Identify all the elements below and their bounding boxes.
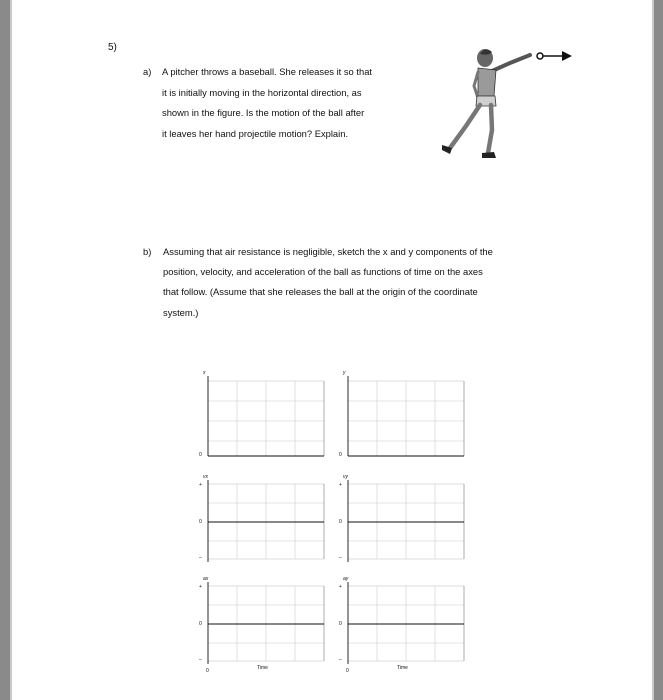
tick-zero: 0 — [339, 621, 342, 627]
axis-label-vx: vx — [203, 474, 208, 480]
tick-plus: + — [199, 482, 202, 488]
part-a-line: shown in the figure. Is the motion of the ball after — [162, 107, 365, 118]
graph-ax-acceleration — [206, 582, 326, 664]
axis-label-ay: ay — [343, 576, 349, 582]
grid — [348, 484, 464, 559]
axis-label-vy: vy — [343, 474, 348, 480]
pitcher-back-leg — [450, 105, 480, 148]
part-b-line: system.) — [163, 306, 199, 318]
graph-vy-velocity — [346, 480, 466, 562]
graph-x-position — [206, 376, 326, 462]
grid — [348, 381, 464, 456]
part-a-label: a) — [143, 66, 152, 77]
axis-label-y: y — [343, 370, 346, 376]
tick-minus: – — [339, 657, 342, 663]
graph-ay-acceleration — [346, 582, 466, 664]
tick-zero: 0 — [199, 519, 202, 525]
axis-label-x: x — [203, 370, 206, 376]
grid — [208, 381, 324, 456]
part-b-line: Assuming that air resistance is negligible, sketch the x and y components of the — [163, 246, 493, 257]
tick-zero: 0 — [199, 621, 202, 627]
grid — [208, 484, 324, 559]
graph-y-position — [346, 376, 466, 462]
part-a-line: A pitcher throws a baseball. She releases it so that — [162, 66, 373, 77]
tick-minus: – — [339, 555, 342, 561]
tick-plus: + — [199, 584, 202, 590]
graph-vx-velocity — [206, 480, 326, 562]
time-zero: 0 — [206, 668, 209, 674]
velocity-arrow-head — [562, 51, 572, 61]
pitcher-torso — [478, 68, 496, 96]
baseball-icon — [537, 53, 543, 59]
tick-zero: 0 — [339, 452, 342, 458]
time-axis-label: Time — [257, 665, 268, 671]
part-b-line: that follow. (Assume that she releases the ball at the origin of the coordinate — [163, 286, 478, 298]
grid — [348, 586, 464, 661]
tick-zero: 0 — [339, 519, 342, 525]
time-zero: 0 — [346, 668, 349, 674]
tick-minus: – — [199, 657, 202, 663]
part-a-line: it is initially moving in the horizontal direction, as — [162, 86, 362, 98]
pitcher-illustration — [430, 38, 580, 173]
tick-zero: 0 — [199, 452, 202, 458]
part-a-line: it leaves her hand projectile motion? Explain. — [162, 127, 349, 139]
axis-label-ax: ax — [203, 576, 209, 582]
part-b-text — [163, 242, 583, 323]
tick-minus: – — [199, 555, 202, 561]
part-b-line: position, velocity, and acceleration of the ball as functions of time on the axes — [163, 266, 483, 278]
tick-plus: + — [339, 482, 342, 488]
part-a-text — [162, 62, 452, 144]
time-axis-label: Time — [397, 665, 408, 671]
pitcher-arm — [492, 55, 530, 71]
tick-plus: + — [339, 584, 342, 590]
part-b-label: b) — [143, 246, 152, 257]
pitcher-front-leg — [488, 105, 492, 153]
page-edge-left — [0, 0, 10, 700]
page-edge-right-shadow — [652, 0, 654, 700]
question-number: 5) — [108, 42, 117, 53]
page-edge-left-shadow — [10, 0, 12, 700]
page-edge-right — [654, 0, 663, 700]
grid — [208, 586, 324, 661]
